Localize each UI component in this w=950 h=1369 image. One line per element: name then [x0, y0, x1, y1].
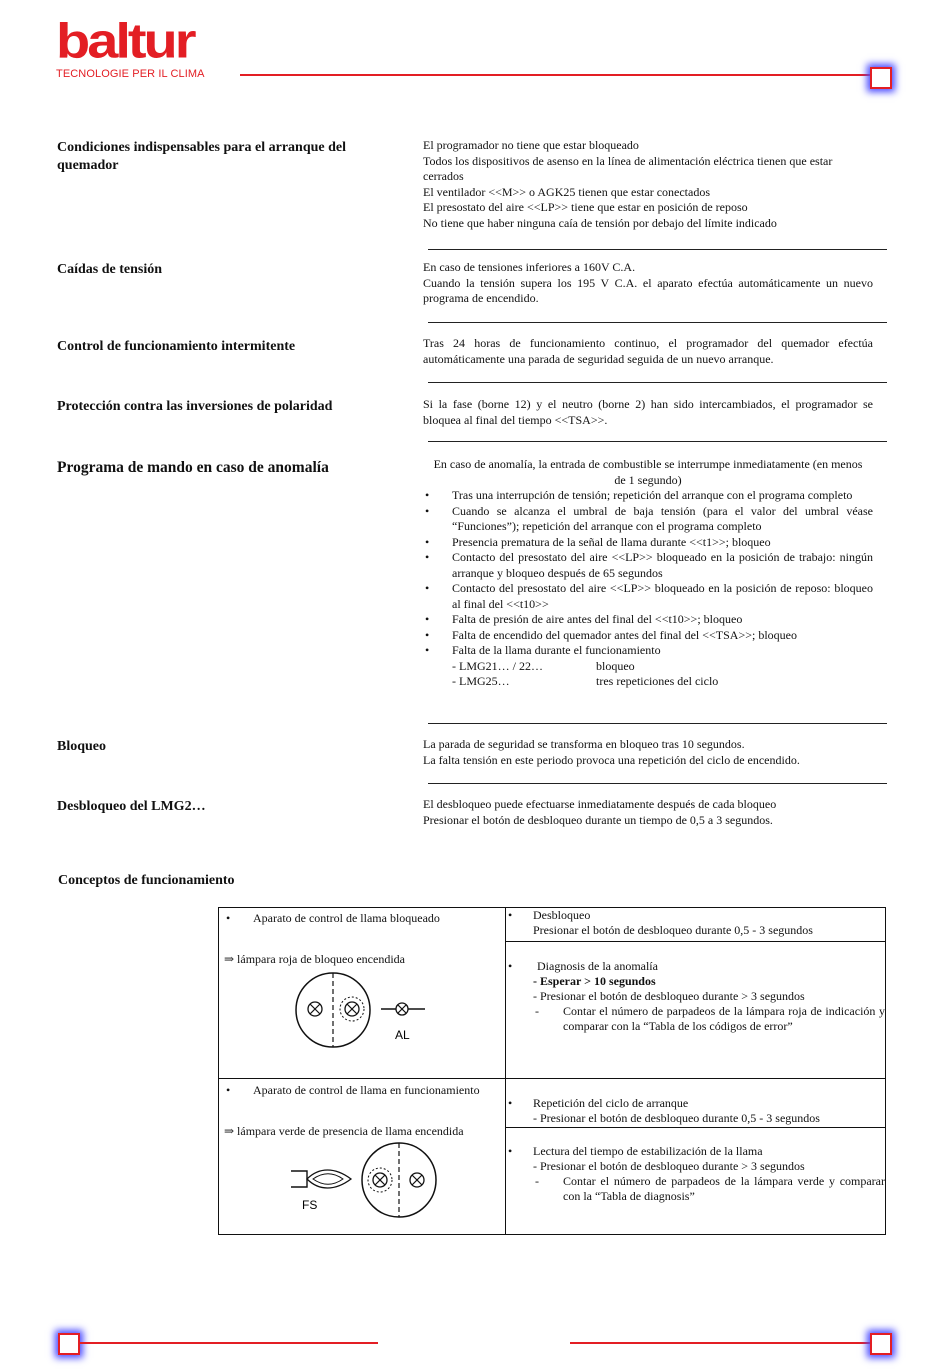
indicator-label: ⇒ lámpara verde de presencia de llama encendida: [224, 1124, 464, 1138]
concepts-title: Conceptos de funcionamiento: [58, 873, 235, 888]
body-line: No tiene que haber ninguna caía de tensión por debajo del límite indicado: [423, 215, 777, 230]
section-title-fault-program: Programa de mando en caso de anomalía: [57, 459, 329, 476]
list-item: • Cuando se alcanza el umbral de baja tensión (para el valor del umbral véase “Funciones”); repetición del arranque con el programa completo: [423, 504, 873, 535]
list-item: • Falta de la llama durante el funcionamiento: [423, 643, 873, 659]
action-cell-restart: [506, 1079, 886, 1128]
list-item: • Contacto del presostato del aire <<LP>> bloqueado en la posición de trabajo: ningún arranque y bloqueo después de 65 segundos: [423, 550, 873, 581]
section-divider: [428, 382, 887, 383]
section-title-intermittent-control: Control de funcionamiento intermitente: [57, 339, 296, 354]
state-label: • Aparato de control de llama en funcionamiento: [219, 1083, 505, 1098]
model-row: [423, 674, 873, 690]
body-line: La parada de seguridad se transforma en bloqueo tras 10 segundos.: [423, 737, 745, 751]
fault-list: [423, 488, 873, 659]
model-row: [423, 659, 873, 675]
table-row: [219, 1079, 886, 1128]
action-cell-flame-time: [506, 1128, 886, 1235]
state-label: • Aparato de control de llama bloqueado: [219, 911, 505, 926]
action-title: • Desbloqueo: [506, 908, 885, 923]
section-body-intermittent-control: [423, 336, 873, 367]
section-body-startup-conditions: [423, 138, 873, 231]
action-detail: - Presionar el botón de desbloqueo durante 0,5 - 3 segundos: [533, 1111, 820, 1125]
action-cell-diagnosis: [506, 942, 886, 1079]
section-divider: [428, 783, 887, 784]
body-line: Tras 24 horas de funcionamiento continuo, el programador del quemador efectúa automáticamente una parada de seguridad seguida de un nuevo arranque.: [423, 336, 873, 366]
body-line: Si la fase (borne 12) y el neutro (borne 2) han sido intercambiados, el programador se bloquea al final del tiempo <<TSA>>.: [423, 397, 873, 427]
footer-rule-left: [80, 1342, 378, 1344]
footer-rule-right: [570, 1342, 872, 1344]
model-result: tres repeticiones del ciclo: [596, 674, 719, 688]
state-cell-running: [219, 1079, 506, 1235]
body-line: El presostato del aire <<LP>> tiene que estar en posición de reposo: [423, 200, 748, 214]
section-divider: [428, 723, 887, 724]
concepts-table: [218, 907, 886, 1235]
model-name: - LMG21… / 22…: [452, 658, 543, 673]
corner-mark-bottom-left: [58, 1333, 80, 1355]
indicator-label: ⇒ lámpara roja de bloqueo encendida: [224, 952, 405, 966]
body-line: Presionar el botón de desbloqueo durante un tiempo de 0,5 a 3 segundos.: [423, 812, 773, 827]
list-item: • Contacto del presostato del aire <<LP>> bloqueado en la posición de reposo: bloqueo al final del <<t10>>: [423, 581, 873, 612]
section-divider: [428, 322, 887, 323]
list-item: • Falta de presión de aire antes del final del <<t10>>; bloqueo: [423, 612, 873, 628]
section-body-voltage-drops: [423, 260, 873, 307]
section-body-reset: [423, 797, 873, 828]
body-line: El programador no tiene que estar bloqueado: [423, 138, 639, 152]
section-title-polarity-protection: Protección contra las inversiones de polaridad: [57, 399, 333, 414]
body-line: El ventilador <<M>> o AGK25 tienen que estar conectados: [423, 184, 710, 199]
section-body-fault-program: [423, 457, 873, 690]
state-cell-locked: [219, 908, 506, 1079]
section-title-lockout: Bloqueo: [57, 739, 107, 754]
brand-name: baltur: [56, 12, 194, 68]
body-line: En caso de tensiones inferiores a 160V C.A.: [423, 260, 636, 274]
action-cell-reset: [506, 908, 886, 942]
corner-mark-top-right: [870, 67, 892, 89]
action-step: - Contar el número de parpadeos de la lámpara roja de indicación y comparar con la “Tabla de los códigos de error”: [533, 1004, 885, 1034]
model-result: bloqueo: [596, 658, 635, 673]
section-divider: [428, 441, 887, 442]
section-body-polarity-protection: [423, 397, 873, 428]
action-title: • Lectura del tiempo de estabilización de la llama: [506, 1144, 885, 1159]
section-title-reset: Desbloqueo del LMG2…: [57, 799, 206, 814]
action-step: - Contar el número de parpadeos de la lámpara verde y comparar con la “Tabla de diagnosis”: [533, 1174, 885, 1204]
sensor-label-fs: FS: [302, 1198, 318, 1212]
corner-mark-bottom-right: [870, 1333, 892, 1355]
list-item: • Falta de encendido del quemador antes del final del <<TSA>>; bloqueo: [423, 628, 873, 644]
body-line: La falta tensión en este periodo provoca una repetición del ciclo de encendido.: [423, 752, 800, 767]
header-rule: [240, 74, 872, 76]
green-lamp-diagram: [219, 1139, 503, 1231]
section-body-lockout: [423, 737, 873, 768]
lamp-label-al: AL: [395, 1028, 410, 1042]
action-title: • Repetición del ciclo de arranque: [506, 1096, 885, 1111]
action-step: - Esperar > 10 segundos: [533, 974, 656, 988]
body-line: El desbloqueo puede efectuarse inmediatamente después de cada bloqueo: [423, 797, 777, 811]
fault-intro: En caso de anomalía, la entrada de combustible se interrumpe inmediatamente (en menos de 1 segundo): [433, 457, 863, 487]
model-name: - LMG25…: [452, 674, 510, 688]
body-line: Cuando la tensión supera los 195 V C.A. el aparato efectúa automáticamente un nuevo programa de encendido.: [423, 275, 873, 305]
section-divider: [428, 249, 887, 250]
section-title-startup-conditions: Condiciones indispensables para el arranque del quemador: [57, 140, 346, 173]
action-title: • Diagnosis de la anomalía: [506, 959, 885, 974]
action-detail: Presionar el botón de desbloqueo durante 0,5 - 3 segundos: [533, 923, 813, 937]
list-item: • Presencia prematura de la señal de llama durante <<t1>>; bloqueo: [423, 535, 873, 551]
red-lamp-diagram: [219, 967, 503, 1059]
action-step: - Presionar el botón de desbloqueo durante > 3 segundos: [533, 989, 805, 1003]
table-row: [219, 908, 886, 942]
brand-tagline: TECNOLOGIE PER IL CLIMA: [56, 68, 205, 80]
action-step: - Presionar el botón de desbloqueo durante > 3 segundos: [533, 1159, 805, 1173]
brand-logo: [56, 12, 205, 80]
list-item: • Tras una interrupción de tensión; repetición del arranque con el programa completo: [423, 488, 873, 504]
body-line: Todos los dispositivos de asenso en la línea de alimentación eléctrica tienen que estar cerrados: [423, 153, 833, 183]
section-title-voltage-drops: Caídas de tensión: [57, 262, 163, 277]
